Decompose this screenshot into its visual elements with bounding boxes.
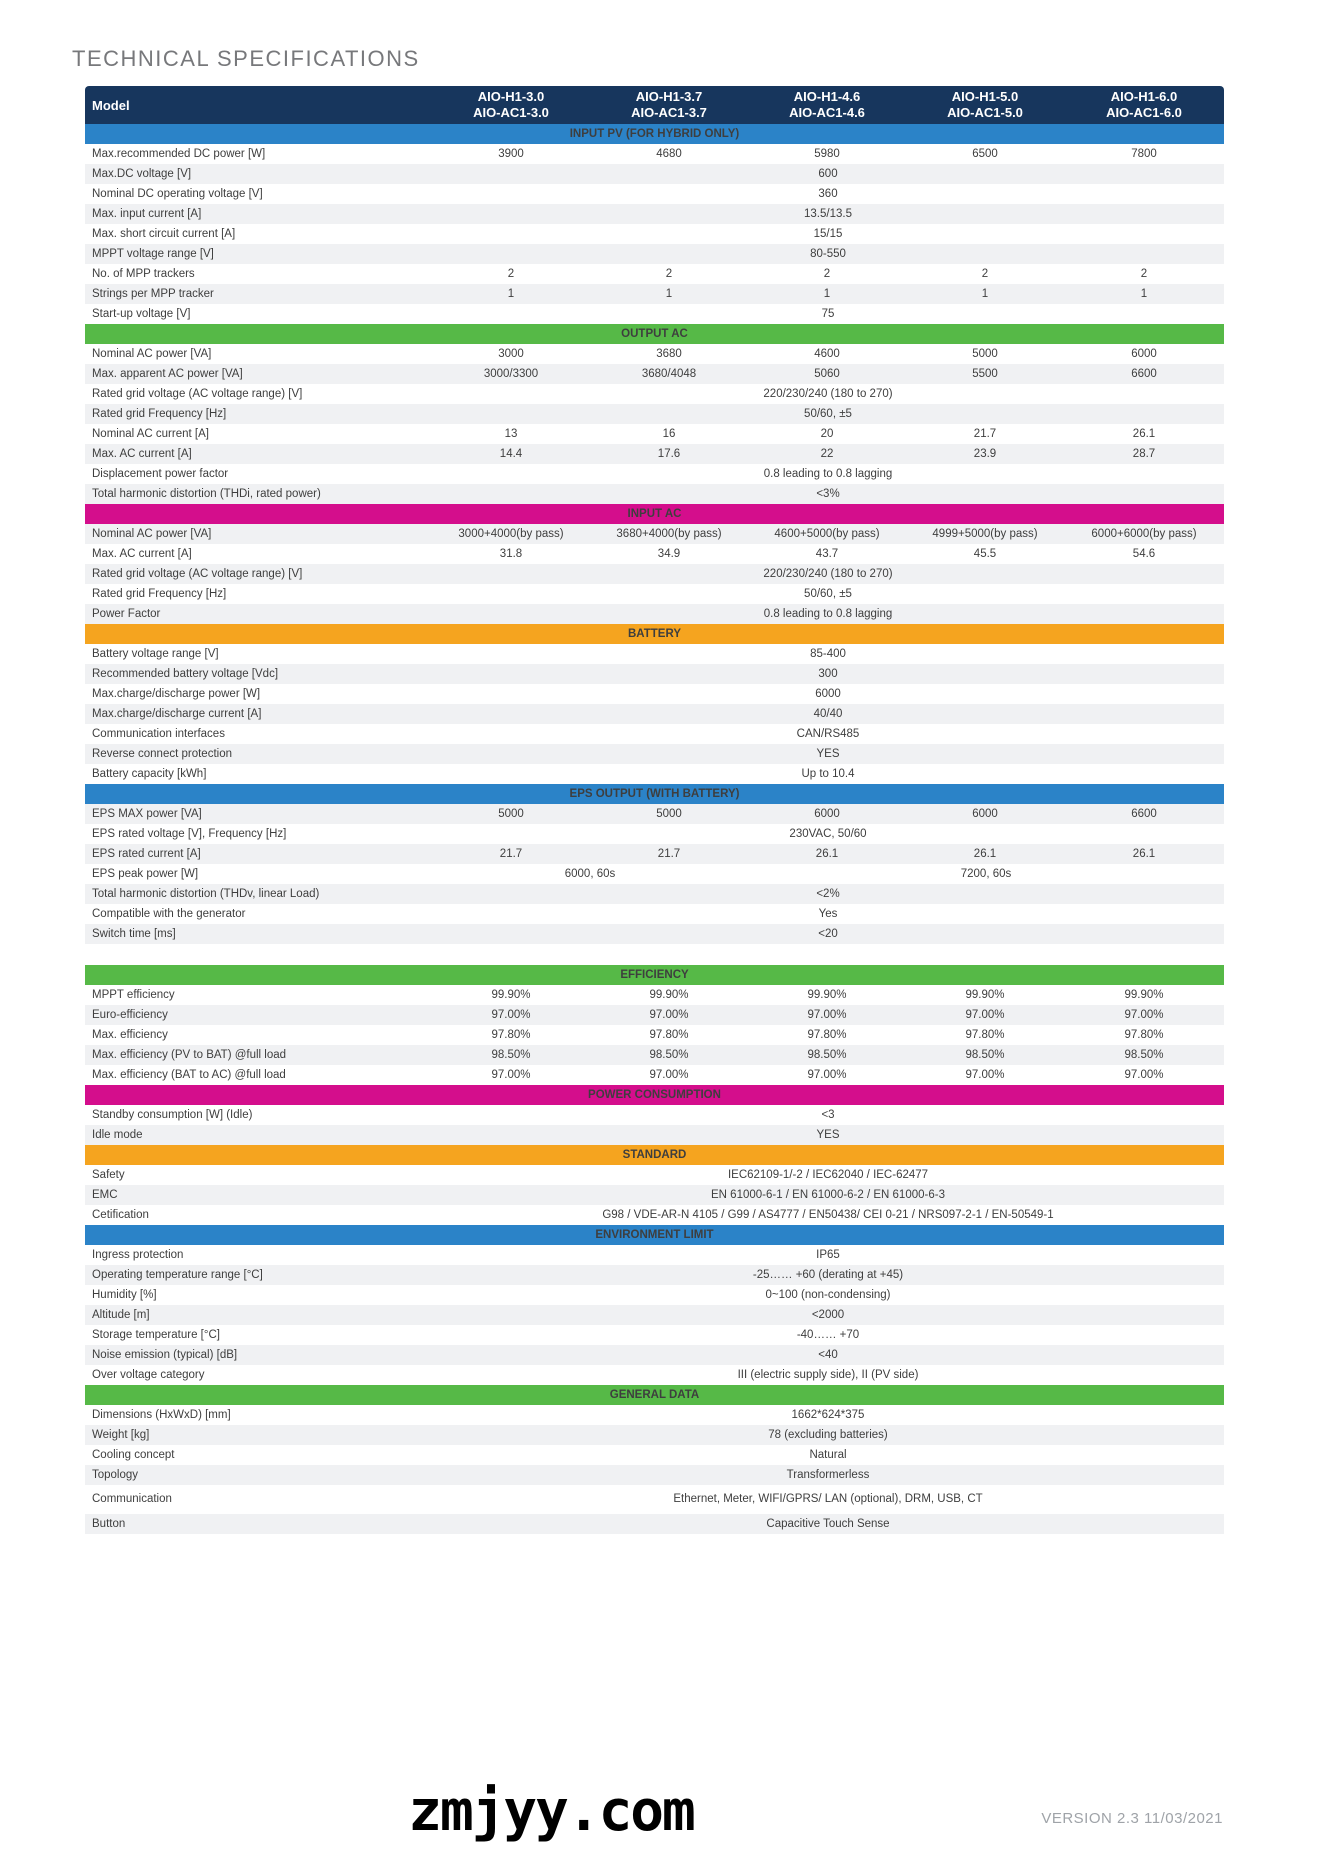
spec-row xyxy=(85,1025,1224,1045)
spec-row xyxy=(85,1205,1224,1225)
row-label: Max. efficiency (BAT to AC) @full load xyxy=(92,1068,286,1081)
spec-value: 97.00% xyxy=(906,1005,1064,1025)
spec-value: 97.80% xyxy=(807,1028,847,1041)
section-header-row xyxy=(85,1225,1224,1245)
spec-value: 4999+5000(by pass) xyxy=(906,524,1064,544)
spec-value: 1 xyxy=(432,284,590,304)
spec-value: 3000/3300 xyxy=(432,364,590,384)
row-label: Max. efficiency (PV to BAT) @full load xyxy=(85,1045,432,1065)
spec-value: -25…… +60 (derating at +45) xyxy=(432,1265,1224,1285)
spec-value: 1 xyxy=(1064,284,1224,304)
spec-value: 2 xyxy=(665,267,673,280)
spec-value: Natural xyxy=(809,1448,847,1461)
spec-value: 6600 xyxy=(1064,804,1224,824)
spec-value: 6600 xyxy=(1064,364,1224,384)
model-name-h1: AIO-H1-3.0 xyxy=(477,89,545,104)
model-name-ac1: AIO-AC1-5.0 xyxy=(947,105,1023,120)
spec-value: 21.7 xyxy=(590,844,748,864)
row-label: EPS rated current [A] xyxy=(85,844,432,864)
spec-row xyxy=(85,1514,1224,1534)
section-title: EFFICIENCY xyxy=(85,965,1224,985)
row-label: Rated grid Frequency [Hz] xyxy=(92,587,227,600)
spec-value: 26.1 xyxy=(906,844,1064,864)
spec-row xyxy=(85,1485,1224,1514)
spec-value: 13.5/13.5 xyxy=(432,204,1224,224)
row-label: Dimensions (HxWxD) [mm] xyxy=(92,1408,231,1421)
spec-row xyxy=(85,484,1224,504)
row-label: EMC xyxy=(85,1185,432,1205)
spec-value: 220/230/240 (180 to 270) xyxy=(432,564,1224,584)
spec-value: 6500 xyxy=(972,147,998,160)
section-header-row xyxy=(85,784,1224,804)
spec-row xyxy=(85,1425,1224,1445)
spec-value: 40/40 xyxy=(432,704,1224,724)
row-label: Altitude [m] xyxy=(85,1305,432,1325)
spec-row xyxy=(85,1325,1224,1345)
row-label: Displacement power factor xyxy=(92,467,229,480)
spec-row xyxy=(85,424,1224,444)
row-label: Max.DC voltage [V] xyxy=(85,164,432,184)
row-label: Idle mode xyxy=(85,1125,432,1145)
spec-value: 3900 xyxy=(498,147,524,160)
row-label: Cooling concept xyxy=(92,1448,175,1461)
spec-row xyxy=(85,444,1224,464)
row-label: Storage temperature [°C] xyxy=(92,1328,220,1341)
section-title: GENERAL DATA xyxy=(85,1385,1224,1405)
spec-value: 97.00% xyxy=(1124,1068,1164,1081)
spec-value: -40…… +70 xyxy=(796,1328,860,1341)
row-label: Compatible with the generator xyxy=(92,907,246,920)
spec-value: 14.4 xyxy=(432,444,590,464)
spec-row xyxy=(85,804,1224,824)
spec-value: 26.1 xyxy=(1132,427,1156,440)
spec-value: 99.90% xyxy=(1124,988,1164,1001)
spec-row xyxy=(85,144,1224,164)
section-header-row xyxy=(85,1385,1224,1405)
spec-value: 97.00% xyxy=(807,1068,847,1081)
spec-value: 97.80% xyxy=(491,1028,531,1041)
spec-value: 5060 xyxy=(748,364,906,384)
spec-value: 6000 xyxy=(748,804,906,824)
spec-row xyxy=(85,684,1224,704)
spec-value: 4600 xyxy=(814,347,840,360)
spec-value: 98.50% xyxy=(906,1045,1064,1065)
row-label: Nominal AC power [VA] xyxy=(85,524,432,544)
spec-value: 43.7 xyxy=(815,547,839,560)
spec-row xyxy=(85,204,1224,224)
spec-value: 99.90% xyxy=(965,988,1005,1001)
spec-value: 85-400 xyxy=(810,647,846,660)
spec-value: 31.8 xyxy=(499,547,523,560)
spec-row xyxy=(85,164,1224,184)
row-label: Max. input current [A] xyxy=(85,204,432,224)
spec-value: 98.50% xyxy=(590,1045,748,1065)
row-label: EPS peak power [W] xyxy=(92,867,199,880)
row-label: Rated grid voltage (AC voltage range) [V] xyxy=(92,387,303,400)
version-label: VERSION 2.3 11/03/2021 xyxy=(1041,1810,1223,1827)
section-title: ENVIRONMENT LIMIT xyxy=(85,1225,1224,1245)
spec-row xyxy=(85,1365,1224,1385)
row-label: Battery voltage range [V] xyxy=(92,647,219,660)
spec-value: Yes xyxy=(818,907,838,920)
spec-value: 21.7 xyxy=(973,427,997,440)
spec-row xyxy=(85,704,1224,724)
spec-value: 5000 xyxy=(590,804,748,824)
spec-value: 78 (excluding batteries) xyxy=(432,1425,1224,1445)
row-label: Max. short circuit current [A] xyxy=(92,227,236,240)
spec-row xyxy=(85,1345,1224,1365)
spec-row xyxy=(85,1105,1224,1125)
spec-value: G98 / VDE-AR-N 4105 / G99 / AS4777 / EN50438/ CEI 0-21 / NRS097-2-1 / EN-50549-1 xyxy=(602,1208,1054,1221)
section-title: STANDARD xyxy=(85,1145,1224,1165)
row-label: Standby consumption [W] (Idle) xyxy=(92,1108,253,1121)
model-column-header xyxy=(748,86,906,124)
row-label: Cetification xyxy=(92,1208,149,1221)
spec-row xyxy=(85,924,1224,944)
spec-value: 97.80% xyxy=(965,1028,1005,1041)
model-name-ac1: AIO-AC1-3.7 xyxy=(631,105,707,120)
spec-value: Transformerless xyxy=(432,1465,1224,1485)
model-name-h1: AIO-H1-5.0 xyxy=(951,89,1019,104)
spec-value: 21.7 xyxy=(432,844,590,864)
row-label: MPPT voltage range [V] xyxy=(85,244,432,264)
spec-row xyxy=(85,544,1224,564)
spec-value: 0~100 (non-condensing) xyxy=(765,1288,891,1301)
spec-value: 0.8 leading to 0.8 lagging xyxy=(432,604,1224,624)
row-label: Max. apparent AC power [VA] xyxy=(85,364,432,384)
spec-value: Ethernet, Meter, WIFI/GPRS/ LAN (optional), DRM, USB, CT xyxy=(673,1493,983,1505)
spec-row xyxy=(85,1065,1224,1085)
spec-row xyxy=(85,644,1224,664)
section-header-row xyxy=(85,324,1224,344)
spec-value: 2 xyxy=(981,267,989,280)
row-label: Nominal AC power [VA] xyxy=(92,347,212,360)
spec-row xyxy=(85,184,1224,204)
spec-row xyxy=(85,904,1224,924)
spec-value: III (electric supply side), II (PV side) xyxy=(737,1368,919,1381)
section-header-row xyxy=(85,124,1224,144)
row-label: Nominal DC operating voltage [V] xyxy=(92,187,263,200)
model-name-h1: AIO-H1-6.0 xyxy=(1110,89,1178,104)
row-label: Button xyxy=(85,1514,432,1534)
spec-value: 3680 xyxy=(656,347,682,360)
model-column-header xyxy=(1064,86,1224,124)
spec-value: <3 xyxy=(821,1108,835,1121)
spec-value: 99.90% xyxy=(807,988,847,1001)
row-label: Total harmonic distortion (THDv, linear Load) xyxy=(85,884,432,904)
spec-value: <2% xyxy=(432,884,1224,904)
spec-value: 230VAC, 50/60 xyxy=(789,827,867,840)
model-name-ac1: AIO-AC1-6.0 xyxy=(1106,105,1182,120)
spec-value: 7800 xyxy=(1131,147,1157,160)
section-header-row xyxy=(85,504,1224,524)
watermark-text: zmjyy.com xyxy=(408,1779,694,1844)
model-header-row xyxy=(85,86,1224,124)
spec-row xyxy=(85,564,1224,584)
spec-value: 75 xyxy=(821,307,835,320)
spec-value: 1 xyxy=(748,284,906,304)
spec-value: 97.80% xyxy=(1124,1028,1164,1041)
spec-value: 1662*624*375 xyxy=(791,1408,865,1421)
spec-value: 20 xyxy=(820,427,834,440)
section-header-row xyxy=(85,965,1224,985)
spec-value: 5500 xyxy=(906,364,1064,384)
spec-value: 300 xyxy=(432,664,1224,684)
row-label: Weight [kg] xyxy=(85,1425,432,1445)
spec-value: IEC62109-1/-2 / IEC62040 / IEC-62477 xyxy=(727,1168,929,1181)
section-title: EPS OUTPUT (WITH BATTERY) xyxy=(85,784,1224,804)
spec-value: 4680 xyxy=(656,147,682,160)
spec-row xyxy=(85,364,1224,384)
row-label: EPS MAX power [VA] xyxy=(85,804,432,824)
spec-value: 98.50% xyxy=(432,1045,590,1065)
row-label: No. of MPP trackers xyxy=(92,267,195,280)
spec-value: Up to 10.4 xyxy=(801,767,855,780)
spec-row xyxy=(85,824,1224,844)
spec-row xyxy=(85,524,1224,544)
spec-value: 3000 xyxy=(498,347,524,360)
spec-value: 0.8 leading to 0.8 lagging xyxy=(763,467,893,480)
row-label: Strings per MPP tracker xyxy=(85,284,432,304)
spec-value: 600 xyxy=(432,164,1224,184)
spec-row xyxy=(85,1045,1224,1065)
row-label: Communication interfaces xyxy=(92,727,225,740)
spec-value: 13 xyxy=(504,427,518,440)
spec-row xyxy=(85,744,1224,764)
spec-value: 26.1 xyxy=(748,844,906,864)
spec-table-body xyxy=(85,124,1224,1534)
spec-row xyxy=(85,344,1224,364)
spec-value: 99.90% xyxy=(649,988,689,1001)
spec-row xyxy=(85,464,1224,484)
spec-value: 220/230/240 (180 to 270) xyxy=(763,387,893,400)
row-label: Switch time [ms] xyxy=(85,924,432,944)
row-label: Max. AC current [A] xyxy=(92,547,192,560)
section-gap xyxy=(85,944,1224,965)
spec-value: 6000 xyxy=(1131,347,1157,360)
spec-value: 97.00% xyxy=(432,1005,590,1025)
spec-row xyxy=(85,224,1224,244)
spec-value: 97.00% xyxy=(590,1005,748,1025)
spec-value: 16 xyxy=(662,427,676,440)
spec-row xyxy=(85,1465,1224,1485)
row-label: Euro-efficiency xyxy=(85,1005,432,1025)
spec-value: 80-550 xyxy=(432,244,1224,264)
row-label: Communication xyxy=(92,1493,172,1505)
spec-value: 97.00% xyxy=(1064,1005,1224,1025)
row-label: Over voltage category xyxy=(92,1368,205,1381)
spec-row xyxy=(85,1265,1224,1285)
spec-value: 45.5 xyxy=(973,547,997,560)
spec-row xyxy=(85,844,1224,864)
spec-value: 3000+4000(by pass) xyxy=(432,524,590,544)
spec-value: 6000+6000(by pass) xyxy=(1064,524,1224,544)
spec-row xyxy=(85,264,1224,284)
spec-value: 28.7 xyxy=(1064,444,1224,464)
section-header-row xyxy=(85,1085,1224,1105)
section-title: BATTERY xyxy=(85,624,1224,644)
row-label: Safety xyxy=(92,1168,125,1181)
spec-value: 50/60, ±5 xyxy=(804,587,852,600)
spec-value: 1 xyxy=(906,284,1064,304)
spec-row xyxy=(85,404,1224,424)
spec-value: 5000 xyxy=(972,347,998,360)
spec-value: 97.80% xyxy=(649,1028,689,1041)
row-label: Reverse connect protection xyxy=(85,744,432,764)
spec-value: 3680+4000(by pass) xyxy=(590,524,748,544)
spec-value: 97.00% xyxy=(748,1005,906,1025)
row-label: Nominal AC current [A] xyxy=(92,427,209,440)
spec-value: 6000 xyxy=(906,804,1064,824)
row-label: Battery capacity [kWh] xyxy=(92,767,207,780)
spec-table xyxy=(85,86,1224,1534)
model-header-label: Model xyxy=(85,86,432,124)
spec-row xyxy=(85,1005,1224,1025)
row-label: Rated grid Frequency [Hz] xyxy=(85,404,432,424)
spec-row xyxy=(85,1165,1224,1185)
spec-row xyxy=(85,724,1224,744)
spec-value: 6000, 60s xyxy=(564,867,616,880)
spec-value: 26.1 xyxy=(1064,844,1224,864)
spec-row xyxy=(85,1185,1224,1205)
model-column-header xyxy=(432,86,590,124)
section-title: INPUT AC xyxy=(85,504,1224,524)
row-label: Operating temperature range [°C] xyxy=(85,1265,432,1285)
spec-value: <2000 xyxy=(432,1305,1224,1325)
spec-row xyxy=(85,764,1224,784)
spec-value: 99.90% xyxy=(491,988,531,1001)
section-gap-cell xyxy=(85,944,1224,965)
spec-row xyxy=(85,985,1224,1005)
section-header-row xyxy=(85,1145,1224,1165)
spec-row xyxy=(85,284,1224,304)
spec-value: 97.00% xyxy=(491,1068,531,1081)
section-title: POWER CONSUMPTION xyxy=(85,1085,1224,1105)
row-label: Rated grid voltage (AC voltage range) [V] xyxy=(85,564,432,584)
row-label: Max. AC current [A] xyxy=(85,444,432,464)
model-name-h1: AIO-H1-3.7 xyxy=(635,89,703,104)
row-label: Humidity [%] xyxy=(92,1288,157,1301)
spec-value: <20 xyxy=(432,924,1224,944)
spec-value: 6000 xyxy=(815,687,841,700)
spec-row xyxy=(85,1405,1224,1425)
row-label: Max.recommended DC power [W] xyxy=(92,147,266,160)
spec-value: 22 xyxy=(748,444,906,464)
spec-value: 34.9 xyxy=(657,547,681,560)
spec-value: 4600+5000(by pass) xyxy=(748,524,906,544)
spec-value: Capacitive Touch Sense xyxy=(432,1514,1224,1534)
spec-value: YES xyxy=(432,744,1224,764)
row-label: Ingress protection xyxy=(92,1248,184,1261)
row-label: EPS rated voltage [V], Frequency [Hz] xyxy=(92,827,287,840)
spec-value: 15/15 xyxy=(813,227,843,240)
spec-value: 5980 xyxy=(814,147,840,160)
spec-value: YES xyxy=(432,1125,1224,1145)
row-label: Max. efficiency xyxy=(92,1028,168,1041)
row-label: Topology xyxy=(85,1465,432,1485)
spec-value: EN 61000-6-1 / EN 61000-6-2 / EN 61000-6-3 xyxy=(432,1185,1224,1205)
row-label: Max.charge/discharge power [W] xyxy=(92,687,261,700)
spec-row xyxy=(85,244,1224,264)
spec-value: 17.6 xyxy=(590,444,748,464)
spec-value: 50/60, ±5 xyxy=(432,404,1224,424)
spec-row xyxy=(85,604,1224,624)
row-label: MPPT efficiency xyxy=(92,988,175,1001)
section-title: OUTPUT AC xyxy=(85,324,1224,344)
spec-row xyxy=(85,1125,1224,1145)
spec-row xyxy=(85,1245,1224,1265)
spec-row xyxy=(85,884,1224,904)
spec-row xyxy=(85,1305,1224,1325)
spec-value: <3% xyxy=(432,484,1224,504)
spec-value: 97.00% xyxy=(649,1068,689,1081)
spec-row xyxy=(85,304,1224,324)
spec-value: 2 xyxy=(1140,267,1148,280)
model-name-ac1: AIO-AC1-3.0 xyxy=(473,105,549,120)
section-title: INPUT PV (FOR HYBRID ONLY) xyxy=(85,124,1224,144)
row-label: Power Factor xyxy=(85,604,432,624)
spec-value: <40 xyxy=(432,1345,1224,1365)
model-name-ac1: AIO-AC1-4.6 xyxy=(789,105,865,120)
spec-row xyxy=(85,864,1224,884)
spec-value: 23.9 xyxy=(906,444,1064,464)
spec-row xyxy=(85,664,1224,684)
section-header-row xyxy=(85,624,1224,644)
spec-value: 3680/4048 xyxy=(590,364,748,384)
row-label: Start-up voltage [V] xyxy=(92,307,191,320)
row-label: Total harmonic distortion (THDi, rated power) xyxy=(85,484,432,504)
spec-value: CAN/RS485 xyxy=(796,727,860,740)
model-name-h1: AIO-H1-4.6 xyxy=(793,89,861,104)
spec-value: 7200, 60s xyxy=(960,867,1012,880)
row-label: Max.charge/discharge current [A] xyxy=(85,704,432,724)
spec-row xyxy=(85,384,1224,404)
model-column-header xyxy=(590,86,748,124)
spec-value: 2 xyxy=(823,267,831,280)
spec-value: 5000 xyxy=(432,804,590,824)
spec-value: IP65 xyxy=(816,1248,840,1261)
page-title: TECHNICAL SPECIFICATIONS xyxy=(72,46,420,71)
spec-value: 2 xyxy=(507,267,515,280)
spec-row xyxy=(85,1285,1224,1305)
row-label: Recommended battery voltage [Vdc] xyxy=(85,664,432,684)
spec-value: 98.50% xyxy=(1064,1045,1224,1065)
spec-value: 1 xyxy=(590,284,748,304)
spec-row xyxy=(85,1445,1224,1465)
row-label: Noise emission (typical) [dB] xyxy=(85,1345,432,1365)
spec-value: 98.50% xyxy=(748,1045,906,1065)
spec-value: 54.6 xyxy=(1132,547,1156,560)
spec-value: 360 xyxy=(818,187,838,200)
spec-value: 97.00% xyxy=(965,1068,1005,1081)
spec-row xyxy=(85,584,1224,604)
model-column-header xyxy=(906,86,1064,124)
